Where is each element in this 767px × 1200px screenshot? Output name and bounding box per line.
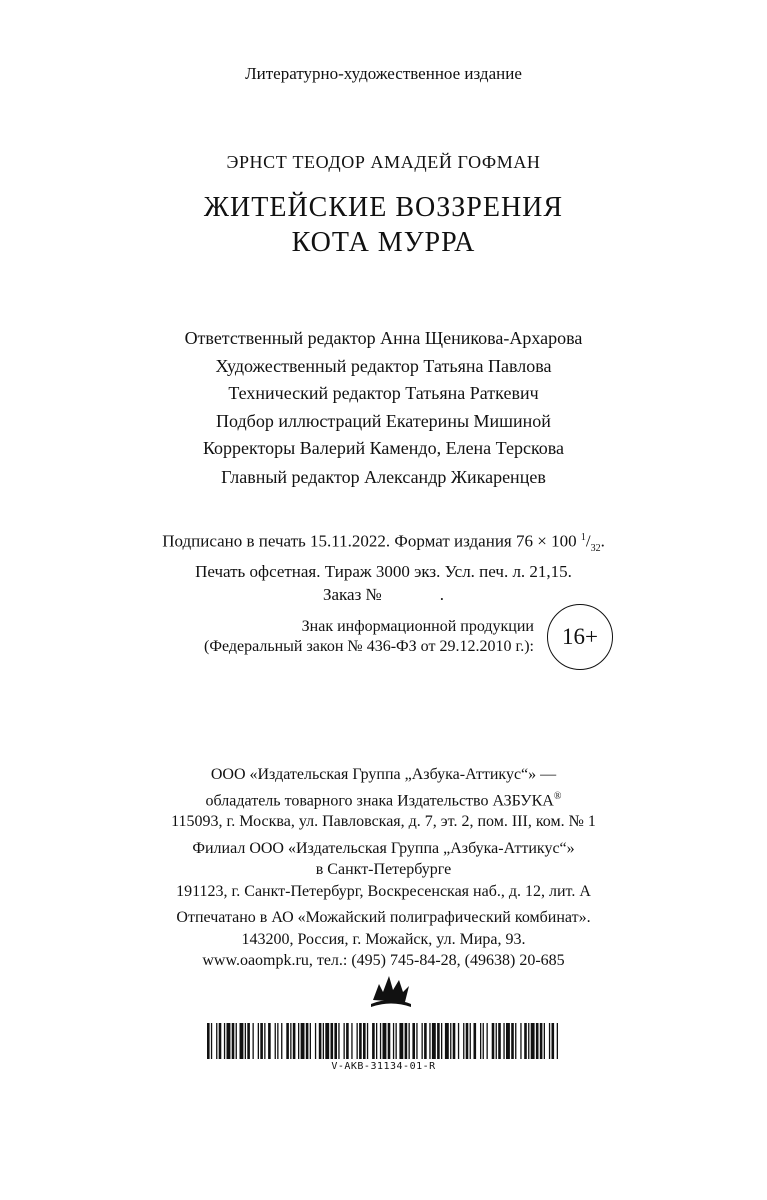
author-name: ЭРНСТ ТЕОДОР АМАДЕЙ ГОФМАН [226, 152, 541, 172]
barcode-bar [416, 1023, 417, 1059]
barcode-bar [498, 1023, 501, 1059]
age-rating-badge: 16+ [547, 604, 613, 670]
barcode-bar [445, 1023, 449, 1059]
publisher-logo-icon [369, 970, 413, 1010]
barcode-bar [290, 1023, 291, 1059]
barcode-bar [275, 1023, 276, 1059]
barcode-bar [432, 1023, 436, 1059]
barcode-bar [396, 1023, 397, 1059]
order-end: . [439, 585, 445, 605]
barcode-bar [359, 1023, 362, 1059]
barcode-bar [224, 1023, 225, 1059]
print-info [0, 526, 767, 606]
barcode-bar [458, 1023, 459, 1059]
barcode-bar [363, 1023, 366, 1059]
barcode-bar [357, 1023, 358, 1059]
book-title-line-2: КОТА МУРРА [291, 227, 476, 258]
barcode-bar [422, 1023, 423, 1059]
barcode-bar [277, 1023, 278, 1059]
barcode-bar [492, 1023, 495, 1059]
branch-address: 191123, г. Санкт-Петербург, Воскресенская наб., д. 12, лит. А [176, 882, 591, 900]
print-info-line-1 [0, 526, 767, 560]
barcode-bar [227, 1023, 231, 1059]
publisher-info [0, 764, 767, 972]
format-slash: / [585, 531, 591, 551]
barcode-bar [338, 1023, 339, 1059]
edition-type: Литературно-художественное издание [245, 64, 522, 83]
barcode-bar [253, 1023, 254, 1059]
credits-list [0, 325, 767, 463]
barcode-icon [207, 1023, 561, 1059]
barcode-bar [388, 1023, 391, 1059]
barcode-bar [306, 1023, 309, 1059]
barcode-bar [325, 1023, 329, 1059]
barcode-bar [351, 1023, 352, 1059]
barcode-bar [232, 1023, 235, 1059]
barcode-bar [281, 1023, 282, 1059]
printer-line: Отпечатано в АО «Можайский полиграфический комбинат». [176, 909, 591, 927]
barcode-bar [437, 1023, 440, 1059]
credit-line: Корректоры Валерий Камендо, Елена Терскова [202, 438, 565, 458]
barcode-bar [409, 1023, 410, 1059]
barcode-bar [310, 1023, 311, 1059]
format-denominator: 32 [590, 543, 601, 555]
barcode-bar [520, 1023, 521, 1059]
barcode-bar [334, 1023, 337, 1059]
age-rating-label [150, 617, 534, 657]
barcode-bar [544, 1023, 545, 1059]
registered-mark: ® [553, 790, 562, 802]
book-title [0, 190, 767, 260]
print-format-end: . [600, 531, 605, 551]
format-numerator: 1 [580, 532, 586, 543]
barcode-bar [372, 1023, 375, 1059]
barcode-bar [429, 1023, 430, 1059]
barcode-bar [380, 1023, 381, 1059]
age-rating-label-line-2: (Федеральный закон № 436-ФЗ от 29.12.2010 г.): [203, 638, 534, 655]
printer-address: 143200, Россия, г. Можайск, ул. Мира, 93. [241, 930, 526, 948]
barcode-bar [441, 1023, 442, 1059]
barcode-bar [450, 1023, 451, 1059]
barcode-bar [211, 1023, 212, 1059]
barcode-bar [405, 1023, 408, 1059]
credit-line: Технический редактор Татьяна Раткевич [228, 383, 539, 403]
barcode-bar [393, 1023, 394, 1059]
barcode-bar [463, 1023, 464, 1059]
publisher-line [0, 786, 767, 812]
barcode-bar [245, 1023, 246, 1059]
barcode-bar [319, 1023, 322, 1059]
barcode-bar [293, 1023, 296, 1059]
barcode-bar [298, 1023, 299, 1059]
barcode-bar [540, 1023, 543, 1059]
publisher-line: ООО «Издательская Группа „Азбука-Аттикус“» — [210, 766, 557, 783]
barcode-bar [260, 1023, 263, 1059]
credit-line: Ответственный редактор Анна Щеникова-Архарова [184, 328, 583, 348]
order-number [0, 583, 767, 606]
publisher-address: 115093, г. Москва, ул. Павловская, д. 7, эт. 2, пом. III, ком. № 1 [171, 813, 596, 831]
age-rating-label-line-1: Знак информационной продукции [301, 618, 534, 635]
barcode-bar [552, 1023, 555, 1059]
barcode-bar [487, 1023, 488, 1059]
barcode-bar [247, 1023, 250, 1059]
barcode-bar [240, 1023, 244, 1059]
barcode-bar [268, 1023, 271, 1059]
barcode-bar [424, 1023, 427, 1059]
barcode-bar [331, 1023, 334, 1059]
barcode-bar [474, 1023, 477, 1059]
barcode-bar [264, 1023, 265, 1059]
print-format-text: Подписано в печать 15.11.2022. Формат издания 76 × 100 [162, 531, 581, 551]
barcode-bar [301, 1023, 305, 1059]
barcode-bar [216, 1023, 217, 1059]
barcode-bar [315, 1023, 316, 1059]
book-title-line-1: ЖИТЕЙСКИЕ ВОЗЗРЕНИЯ [203, 192, 564, 223]
barcode-bar [236, 1023, 237, 1059]
barcode-bar [399, 1023, 403, 1059]
barcode-bar [536, 1023, 539, 1059]
barcode-bar [346, 1023, 349, 1059]
barcode-bar [549, 1023, 550, 1059]
barcode-bar [286, 1023, 289, 1059]
barcode-bar [515, 1023, 516, 1059]
barcode-bar [503, 1023, 504, 1059]
barcode-bar [483, 1023, 484, 1059]
trademark-text: обладатель товарного знака Издательство АЗБУКА [205, 791, 554, 809]
barcode-bar [453, 1023, 456, 1059]
barcode-bar [506, 1023, 510, 1059]
credit-line: Художественный редактор Татьяна Павлова [215, 355, 552, 376]
credit-line: Подбор иллюстраций Екатерины Мишиной [216, 410, 551, 431]
barcode-bar [412, 1023, 415, 1059]
branch-line: Филиал ООО «Издательская Группа „Азбука-Аттикус“» [192, 839, 575, 857]
barcode-bar [219, 1023, 222, 1059]
chief-editor: Главный редактор Александр Жикаренцев [221, 467, 546, 487]
barcode-bar [524, 1023, 527, 1059]
barcode-bar [531, 1023, 535, 1059]
barcode-bar [470, 1023, 471, 1059]
barcode-bar [258, 1023, 259, 1059]
barcode-bar [528, 1023, 529, 1059]
order-label: Заказ № [322, 585, 382, 605]
barcode-bar [344, 1023, 345, 1059]
print-info-line-2: Печать офсетная. Тираж 3000 экз. Усл. печ. л. 21,15. [195, 562, 572, 582]
barcode-bar [207, 1023, 210, 1059]
barcode-bar [367, 1023, 368, 1059]
barcode-bar [383, 1023, 387, 1059]
branch-line: в Санкт-Петербурге [315, 861, 452, 879]
barcode-bar [511, 1023, 514, 1059]
printer-contacts: www.oaompk.ru, тел.: (495) 745-84-28, (49638) 20-685 [202, 952, 565, 970]
barcode-bar [557, 1023, 558, 1059]
barcode-number: V-AKB-31134-01-R [331, 1061, 436, 1072]
barcode-bar [496, 1023, 497, 1059]
barcode-bar [466, 1023, 469, 1059]
barcode-bar [323, 1023, 324, 1059]
barcode-bar [376, 1023, 377, 1059]
barcode-bar [480, 1023, 481, 1059]
